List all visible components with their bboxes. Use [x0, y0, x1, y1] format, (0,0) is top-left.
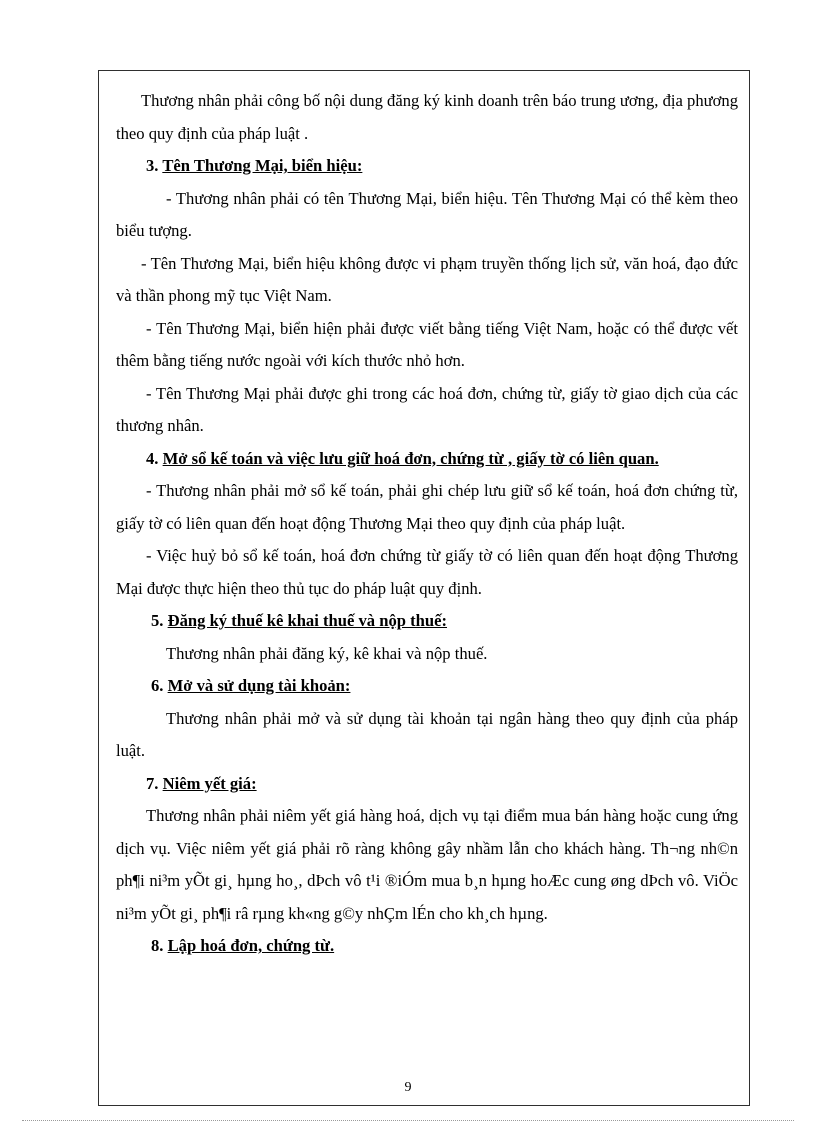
paragraph-accounting-books: - Thương nhân phải mở sổ kế toán, phải ghi chép lưu giữ sổ kế toán, hoá đơn chứng từ, giấy tờ có liên quan đến hoạt động Thương Mại theo quy định của pháp luật. [116, 481, 738, 533]
section-heading-7 [116, 768, 738, 801]
section-heading-8 [116, 930, 738, 963]
section-heading-6 [116, 670, 738, 703]
section-heading-3 [116, 150, 738, 183]
paragraph-trade-name: - Thương nhân phải có tên Thương Mại, biển hiệu. Tên Thương Mại có thể kèm theo biểu tượng. [116, 188, 738, 240]
section-title: Lập hoá đơn, chứng từ. [167, 936, 335, 955]
section-title: Mở sổ kế toán và việc lưu giữ hoá đơn, chứng từ , giấy tờ có liên quan. [162, 448, 659, 468]
section-title: Tên Thương Mại, biển hiệu: [162, 156, 363, 175]
paragraph-trade-name-violation: - Tên Thương Mại, biển hiệu không được vi phạm truyền thống lịch sử, văn hoá, đạo đức và thần phong mỹ tục Việt Nam. [116, 253, 738, 305]
section-number: 5. [151, 611, 164, 630]
section-title: Mở và sử dụng tài khoản: [167, 676, 351, 695]
page-break-divider [22, 1120, 794, 1121]
section-title: Đăng ký thuế kê khai thuế và nộp thuế: [167, 611, 448, 630]
section-number: 8. [151, 936, 164, 955]
paragraph-accounting-destruction: - Việc huỷ bỏ sổ kế toán, hoá đơn chứng từ giấy tờ có liên quan đến hoạt động Thương Mại được thực hiện theo thủ tục do pháp luật quy định. [116, 546, 738, 598]
section-number: 6. [151, 676, 164, 695]
paragraph-trade-name-documents: - Tên Thương Mại phải được ghi trong các hoá đơn, chứng từ, giấy tờ giao dịch của các thương nhân. [116, 383, 738, 435]
paragraph-trade-name-language: - Tên Thương Mại, biển hiện phải được viết bằng tiếng Việt Nam, hoặc có thể được vết thêm bằng tiếng nước ngoài với kích thước nhỏ hơn. [116, 318, 738, 370]
document-body [116, 85, 738, 963]
paragraph-tax: Thương nhân phải đăng ký, kê khai và nộp thuế. [166, 643, 488, 663]
paragraph-publication: Thương nhân phải công bố nội dung đăng ký kinh doanh trên báo trung ương, địa phương theo quy định của pháp luật . [116, 91, 738, 143]
section-title: Niêm yết giá: [162, 773, 257, 793]
section-number: 3. [146, 156, 159, 175]
page-number: 9 [404, 1080, 412, 1095]
paragraph-bank-account: Thương nhân phải mở và sử dụng tài khoản tại ngân hàng theo quy định của pháp luật. [116, 708, 738, 760]
section-number: 4. [146, 448, 159, 468]
paragraph-price-listing: Thương nhân phải niêm yết giá hàng hoá, dịch vụ tại điểm mua bán hàng hoặc cung ứng dịch vụ. Việc niêm yết giá phải rõ ràng không gây nhầm lẫn cho khách hàng. Th¬ng nh©n ph¶i ni³m yÕt gi¸ hµng ho¸, dÞch vô t¹i ®iÓm mua b¸n hµng hoÆc cung øng dÞch vô. ViÖc ni³m yÕt gi¸ ph¶i râ rµng kh«ng g©y nhÇm lÉn cho kh¸ch hµng. [116, 806, 738, 923]
section-heading-4 [116, 443, 738, 476]
section-heading-5 [116, 605, 738, 638]
section-number: 7. [146, 773, 159, 793]
